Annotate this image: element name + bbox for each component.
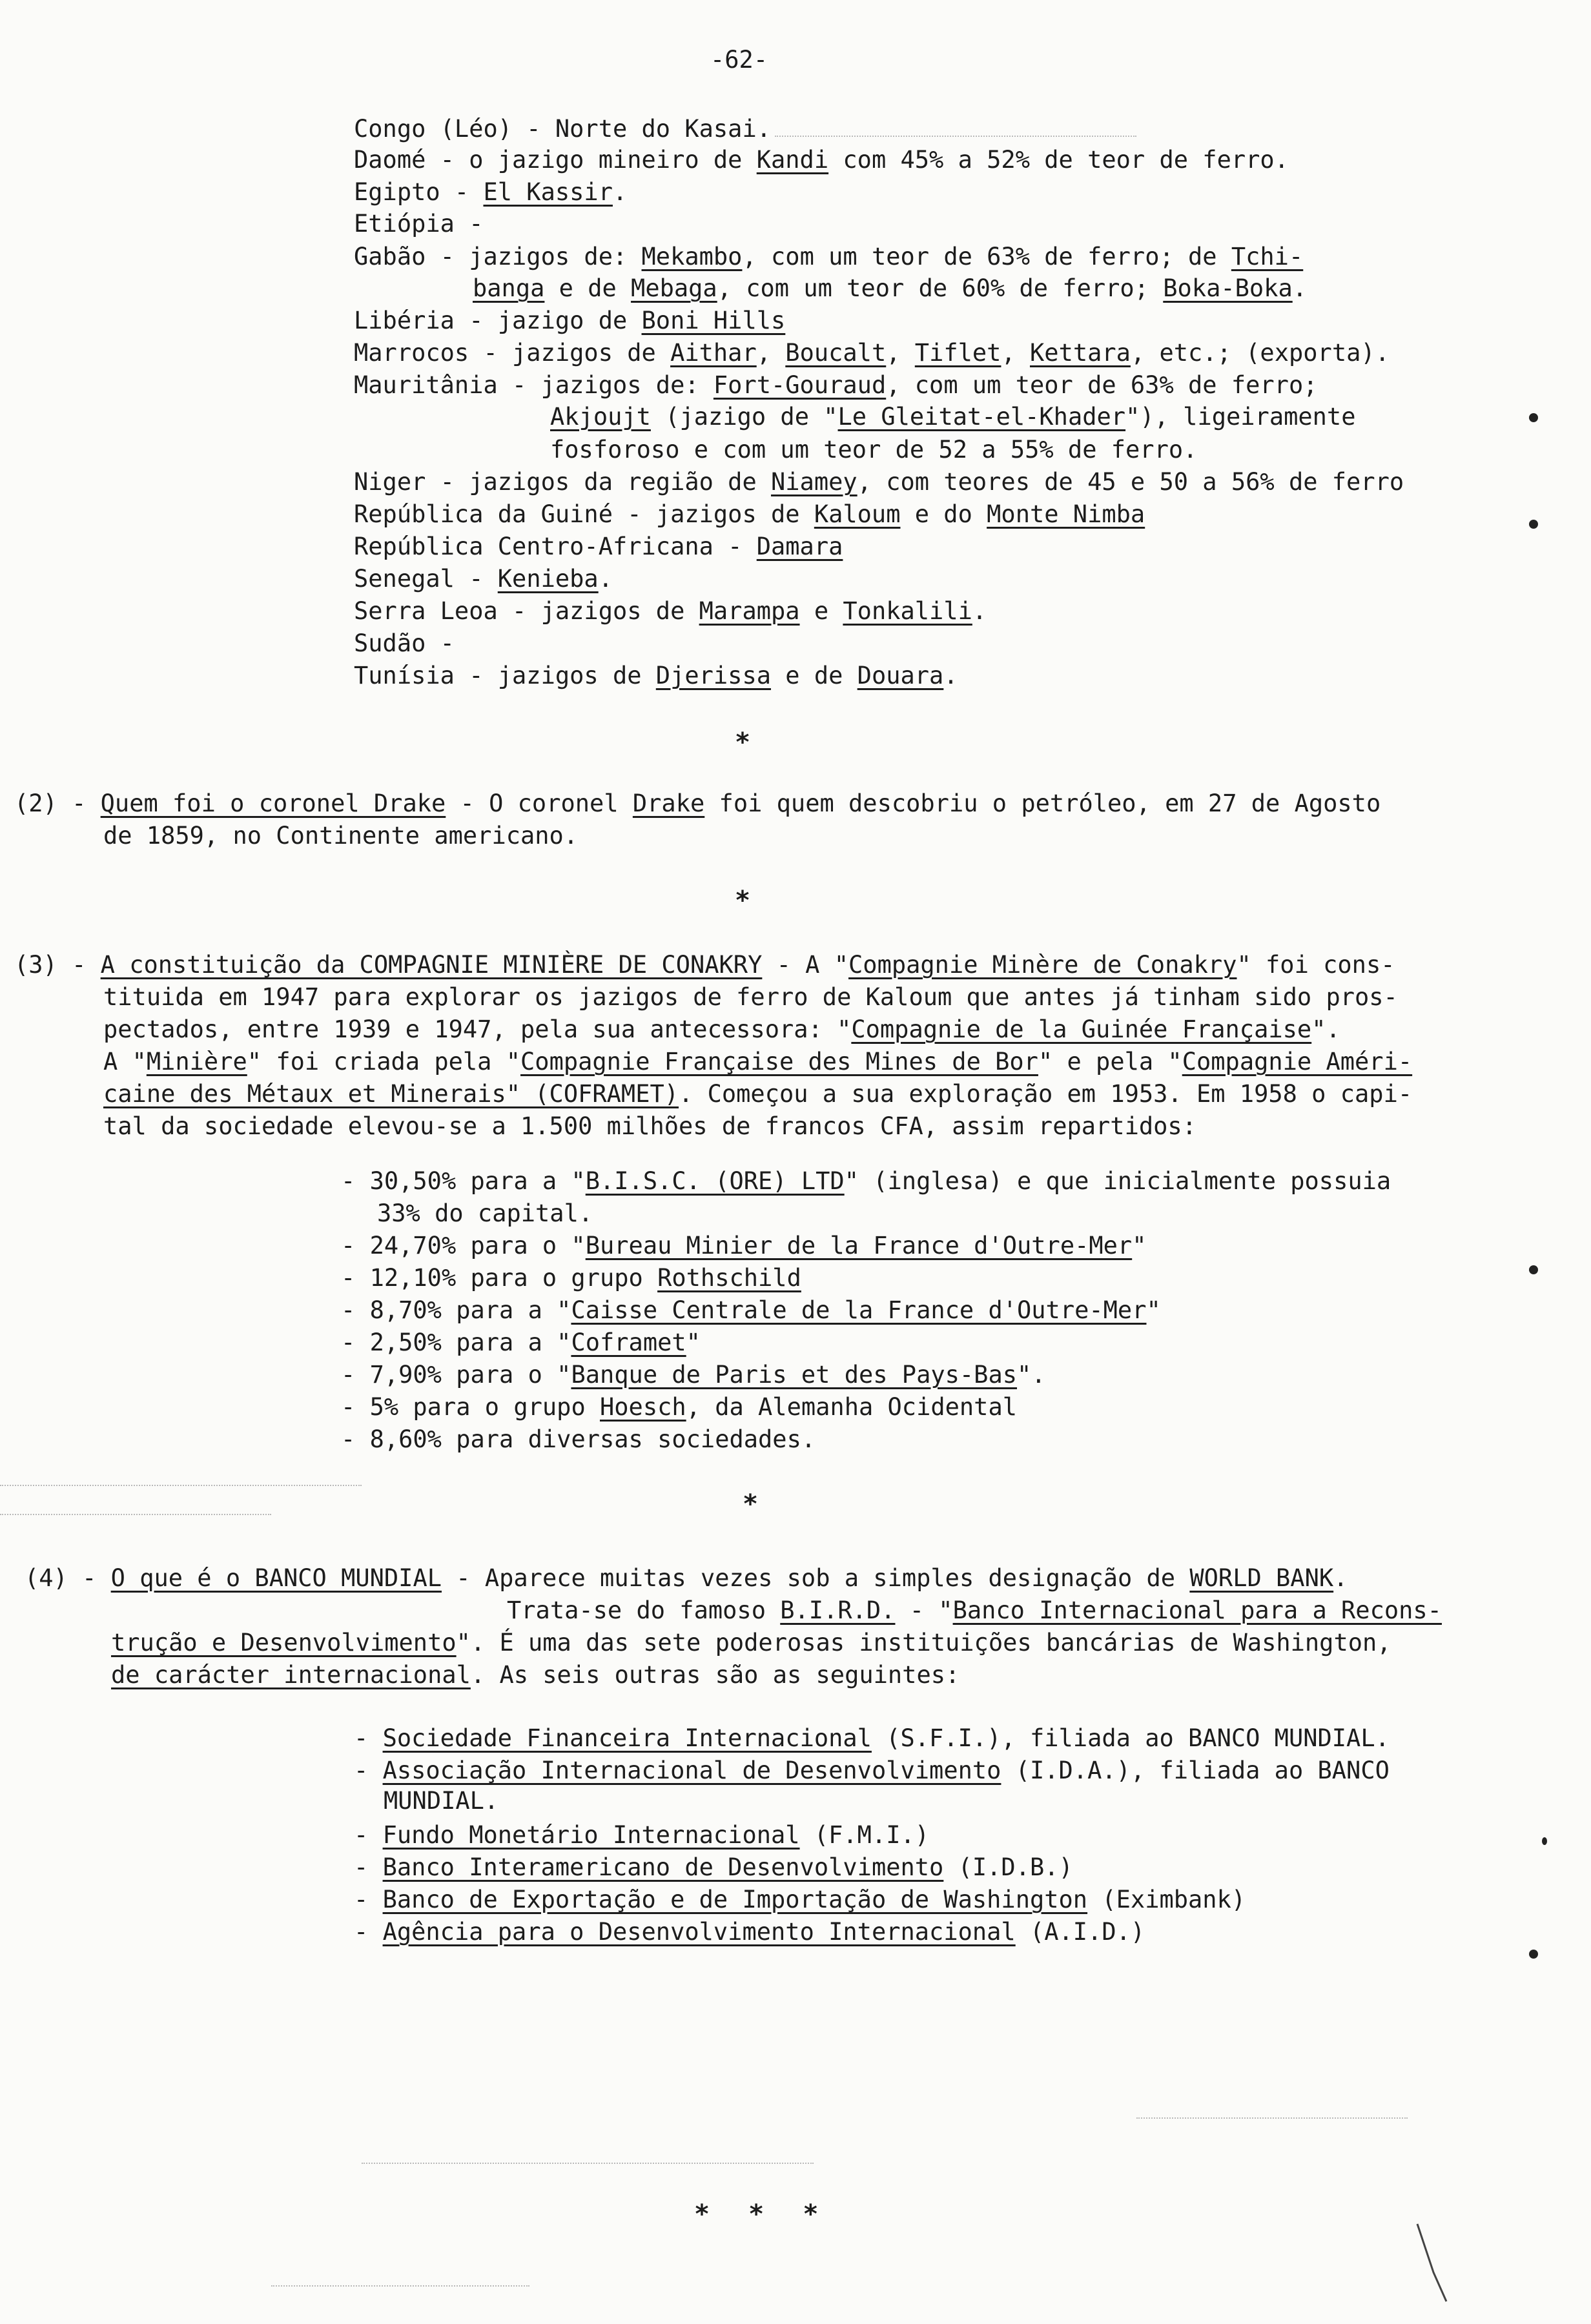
institution-item: - Banco de Exportação e de Importação de Washington (Eximbank) (354, 1886, 1246, 1913)
country-mauritania-cont2: fosforoso e com um teor de 52 a 55% de ferro. (550, 436, 1198, 464)
text: ". (1311, 1015, 1340, 1043)
place-name: Kenieba (497, 565, 599, 593)
text: , (886, 339, 915, 367)
text: para o " (456, 1361, 571, 1389)
page-number: -62- (710, 46, 768, 74)
text: República da Guiné - jazigos de (354, 500, 814, 528)
institution-name: Fundo Monetário Internacional (382, 1821, 800, 1849)
text: , com um teor de 60% de ferro; (717, 274, 1164, 302)
text: . (612, 178, 628, 206)
place-name: Boka-Boka (1163, 274, 1293, 302)
text: , (1001, 339, 1031, 367)
note-3-line3 (103, 1014, 1340, 1046)
share-pct: 8,70% (369, 1296, 442, 1324)
text: - Aparece muitas vezes sob a simples designação de (442, 1564, 1190, 1592)
text: " (1146, 1296, 1161, 1324)
text: . Começou a sua exploração em 1953. Em 1958 o capi- (679, 1080, 1413, 1108)
text: para diversas sociedades. (456, 1425, 816, 1453)
institution-item: - Banco Interamericano de Desenvolvimento (I.D.B.) (354, 1853, 1073, 1881)
text: (jazigo de " (650, 403, 838, 431)
margin-dot (1529, 1265, 1538, 1274)
text: Congo (Léo) - Norte do Kasai. (354, 115, 772, 143)
note-3-line6: tal da sociedade elevou-se a 1.500 milhões de francos CFA, assim repartidos: (103, 1112, 1196, 1140)
share-holder: B.I.S.C. (ORE) LTD (585, 1167, 845, 1195)
share-item: - 30,50% para a "B.I.S.C. (ORE) LTD" (inglesa) e que inicialmente possuia (341, 1167, 1391, 1195)
text: Sudão - (354, 629, 455, 657)
place-name: Djerissa (655, 662, 772, 689)
share-pct: 24,70% (369, 1232, 457, 1259)
place-name: Mebaga (631, 274, 717, 302)
text: foi quem descobriu o petróleo, em 27 de Agosto (704, 790, 1381, 817)
institution-name: Associação Internacional de Desenvolvimento (382, 1757, 1001, 1784)
country-egipto (354, 176, 627, 209)
country-etiopia (354, 208, 483, 240)
text: Serra Leoa - jazigos de (354, 597, 699, 625)
place-name: Marampa (699, 597, 800, 625)
place-name: Kandi (756, 146, 829, 174)
text: . (598, 565, 613, 593)
org-name: B.I.R.D. (780, 1596, 896, 1624)
text: . (943, 662, 958, 689)
person-name: Drake (632, 790, 705, 817)
text: Etiópia - (354, 210, 484, 238)
note-heading: A constituição da COMPAGNIE MINIÈRE DE CONAKRY (100, 951, 763, 979)
place-name: Kettara (1030, 339, 1131, 367)
share-item: - 2,50% para a "Coframet" (341, 1329, 701, 1356)
institution-item: - Fundo Monetário Internacional (F.M.I.) (354, 1821, 930, 1849)
country-gabao (354, 241, 1303, 273)
place-name: Tonkalili (843, 597, 972, 625)
note-3 (14, 949, 1395, 981)
place-name: Boni Hills (641, 307, 786, 334)
text: (I.D.A.), filiada ao BANCO (1001, 1757, 1390, 1784)
text: Mauritânia - jazigos de: (354, 371, 713, 399)
scan-noise (362, 2163, 814, 2164)
text: , (756, 339, 786, 367)
text: , com teores de 45 e 50 a 56% de ferro (857, 468, 1404, 496)
margin-dot (1529, 1950, 1538, 1959)
country-marrocos (354, 337, 1390, 369)
share-pct: 5% (369, 1393, 399, 1421)
note-4-line4 (111, 1659, 960, 1691)
text: " e pela " (1038, 1048, 1182, 1075)
text: Senegal - (354, 565, 498, 593)
text: para o " (470, 1232, 586, 1259)
note-3-line2: tituida em 1947 para explorar os jazigos de ferro de Kaloum que antes já tinham sido pros- (103, 983, 1398, 1011)
note-4-line3 (111, 1627, 1391, 1659)
country-tunisia (354, 660, 958, 692)
text: " foi criada pela " (247, 1048, 521, 1075)
share-pct: 2,50% (369, 1329, 442, 1356)
text: Tunísia - jazigos de (354, 662, 656, 689)
note-4 (25, 1562, 1348, 1595)
place-name: Boucalt (785, 339, 887, 367)
text: para a " (456, 1329, 571, 1356)
text: e (799, 597, 843, 625)
share-item-cont: 33% do capital. (377, 1199, 593, 1227)
text: República Centro-Africana - (354, 533, 757, 560)
note-number: (2) - (14, 790, 101, 817)
org-name: Banco Internacional para a Recons- (952, 1596, 1442, 1624)
country-senegal (354, 563, 613, 595)
institution-name: Agência para o Desenvolvimento Internacional (382, 1918, 1016, 1946)
text: Libéria - jazigo de (354, 307, 642, 334)
note-heading: Quem foi o coronel Drake (100, 790, 446, 817)
text: "), ligeiramente (1125, 403, 1356, 431)
note-number: (3) - (14, 951, 101, 979)
text: ". É uma das sete poderosas instituições bancárias de Washington, (456, 1629, 1391, 1656)
company-name: Compagnie Française des Mines de Bor (520, 1048, 1038, 1075)
text: para o grupo (470, 1264, 658, 1292)
text: de carácter internacional (111, 1661, 471, 1689)
note-3-line5 (103, 1078, 1412, 1110)
scan-noise (271, 2285, 529, 2287)
text: com 45% a 52% de teor de ferro. (828, 146, 1289, 174)
place-name: Tchi- (1231, 243, 1304, 270)
share-item: - 24,70% para o "Bureau Minier de la France d'Outre-Mer" (341, 1232, 1147, 1259)
text: . (1292, 274, 1308, 302)
country-gabao-cont (473, 272, 1307, 305)
share-item: - 8,70% para a "Caisse Centrale de la France d'Outre-Mer" (341, 1296, 1161, 1324)
separator-star: * (735, 728, 751, 757)
note-3-line4 (103, 1046, 1412, 1078)
text: para a " (456, 1296, 571, 1324)
company-name: Minière (146, 1048, 247, 1075)
company-name: Compagnie Minère de Conakry (848, 951, 1237, 979)
text: , com um teor de 63% de ferro; de (742, 243, 1231, 270)
corner-mark (1414, 2221, 1453, 2305)
institution-item: - Sociedade Financeira Internacional (S.F.I.), filiada ao BANCO MUNDIAL. (354, 1724, 1390, 1752)
share-holder: Hoesch (600, 1393, 686, 1421)
text: Daomé - o jazigo mineiro de (354, 146, 757, 174)
scan-noise (1136, 2117, 1408, 2119)
country-sudao (354, 627, 455, 660)
scan-noise (775, 136, 1136, 137)
text: (Eximbank) (1087, 1886, 1246, 1913)
text: para a " (470, 1167, 586, 1195)
text: . As seis outras são as seguintes: (470, 1661, 960, 1689)
country-liberia (354, 305, 785, 337)
place-name: Niamey (771, 468, 857, 496)
share-holder: Coframet (571, 1329, 686, 1356)
place-name: Mekambo (641, 243, 743, 270)
text: - " (895, 1596, 953, 1624)
country-congo (354, 113, 771, 145)
institution-item: - Associação Internacional de Desenvolvimento (I.D.A.), filiada ao BANCO (354, 1757, 1390, 1784)
share-pct: 12,10% (369, 1264, 457, 1292)
country-mauritania-cont (550, 401, 1355, 433)
share-item: - 7,90% para o "Banque de Paris et des Pays-Bas". (341, 1361, 1046, 1389)
note-2-line2: de 1859, no Continente americano. (103, 822, 579, 850)
margin-dot (1529, 520, 1538, 529)
margin-dot (1529, 413, 1538, 422)
text: Egipto - (354, 178, 484, 206)
share-holder: Rothschild (657, 1264, 801, 1292)
company-name: caine des Métaux et Minerais" (COFRAMET) (103, 1080, 679, 1108)
margin-dot (1542, 1837, 1547, 1845)
share-item: - 8,60% para diversas sociedades. (341, 1425, 816, 1453)
text: (I.D.B.) (943, 1853, 1073, 1881)
share-holder: Caisse Centrale de la France d'Outre-Mer (571, 1296, 1147, 1324)
text: - A " (762, 951, 849, 979)
separator-star: * (735, 886, 751, 915)
text: , da Alemanha Ocidental (686, 1393, 1018, 1421)
note-heading: O que é o BANCO MUNDIAL (110, 1564, 442, 1592)
country-rca (354, 531, 843, 563)
text: " (1132, 1232, 1147, 1259)
company-name: Compagnie de la Guinée Française (851, 1015, 1312, 1043)
place-name: Aithar (670, 339, 757, 367)
text: (A.I.D.) (1015, 1918, 1145, 1946)
country-serra-leoa (354, 595, 987, 627)
institution-name: Banco de Exportação e de Importação de Washington (382, 1886, 1088, 1913)
share-pct: 30,50% (369, 1167, 457, 1195)
text: . (972, 597, 987, 625)
text: (F.M.I.) (799, 1821, 930, 1849)
institution-item: - Agência para o Desenvolvimento Internacional (A.I.D.) (354, 1918, 1145, 1946)
place-name: Le Gleitat-el-Khader (837, 403, 1126, 431)
place-name: banga (473, 274, 545, 302)
text: e de (771, 662, 857, 689)
text: " foi cons- (1237, 951, 1395, 979)
text: e do (900, 500, 987, 528)
text: " (686, 1329, 701, 1356)
place-name: Fort-Gouraud (713, 371, 887, 399)
place-name: Monte Nimba (987, 500, 1145, 528)
separator-star: * (743, 1489, 759, 1519)
company-name: Compagnie Améri- (1182, 1048, 1413, 1075)
text: ". (1017, 1361, 1046, 1389)
separator-stars-final: * * * (694, 2199, 830, 2229)
share-pct: 7,90% (369, 1361, 442, 1389)
place-name: El Kassir (483, 178, 613, 206)
text: . (1333, 1564, 1348, 1592)
text: Niger - jazigos da região de (354, 468, 772, 496)
share-item: - 12,10% para o grupo Rothschild (341, 1264, 801, 1292)
institution-name: Sociedade Financeira Internacional (382, 1724, 872, 1752)
place-name: Kaloum (814, 500, 901, 528)
note-4-line2 (507, 1595, 1442, 1627)
text: A " (103, 1048, 147, 1075)
scan-noise (0, 1514, 271, 1515)
text: Gabão - jazigos de: (354, 243, 642, 270)
place-name: Damara (756, 533, 843, 560)
place-name: Douara (857, 662, 944, 689)
text: - O coronel (446, 790, 633, 817)
share-holder: Bureau Minier de la France d'Outre-Mer (585, 1232, 1133, 1259)
org-name: WORLD BANK (1189, 1564, 1334, 1592)
text: , com um teor de 63% de ferro; (886, 371, 1318, 399)
share-pct: 8,60% (369, 1425, 442, 1453)
org-name: trução e Desenvolvimento (111, 1629, 457, 1656)
country-guine (354, 498, 1145, 531)
text: (S.F.I.), filiada ao BANCO MUNDIAL. (871, 1724, 1390, 1752)
text: Trata-se do famoso (507, 1596, 781, 1624)
country-daome (354, 144, 1289, 176)
share-holder: Banque de Paris et des Pays-Bas (571, 1361, 1018, 1389)
institution-item-cont: MUNDIAL. (384, 1787, 499, 1815)
text: para o grupo (413, 1393, 600, 1421)
text: " (inglesa) e que inicialmente possuia (844, 1167, 1391, 1195)
place-name: Tiflet (914, 339, 1001, 367)
institution-name: Banco Interamericano de Desenvolvimento (382, 1853, 944, 1881)
scan-noise (0, 1485, 362, 1486)
share-item: - 5% para o grupo Hoesch, da Alemanha Ocidental (341, 1393, 1018, 1421)
note-2 (14, 788, 1381, 820)
country-niger (354, 466, 1404, 498)
text: , etc.; (exporta). (1130, 339, 1390, 367)
place-name: Akjoujt (550, 403, 651, 431)
text: pectados, entre 1939 e 1947, pela sua antecessora: " (103, 1015, 852, 1043)
text: Marrocos - jazigos de (354, 339, 671, 367)
text: e de (544, 274, 631, 302)
note-number: (4) - (25, 1564, 111, 1592)
country-mauritania (354, 369, 1318, 402)
